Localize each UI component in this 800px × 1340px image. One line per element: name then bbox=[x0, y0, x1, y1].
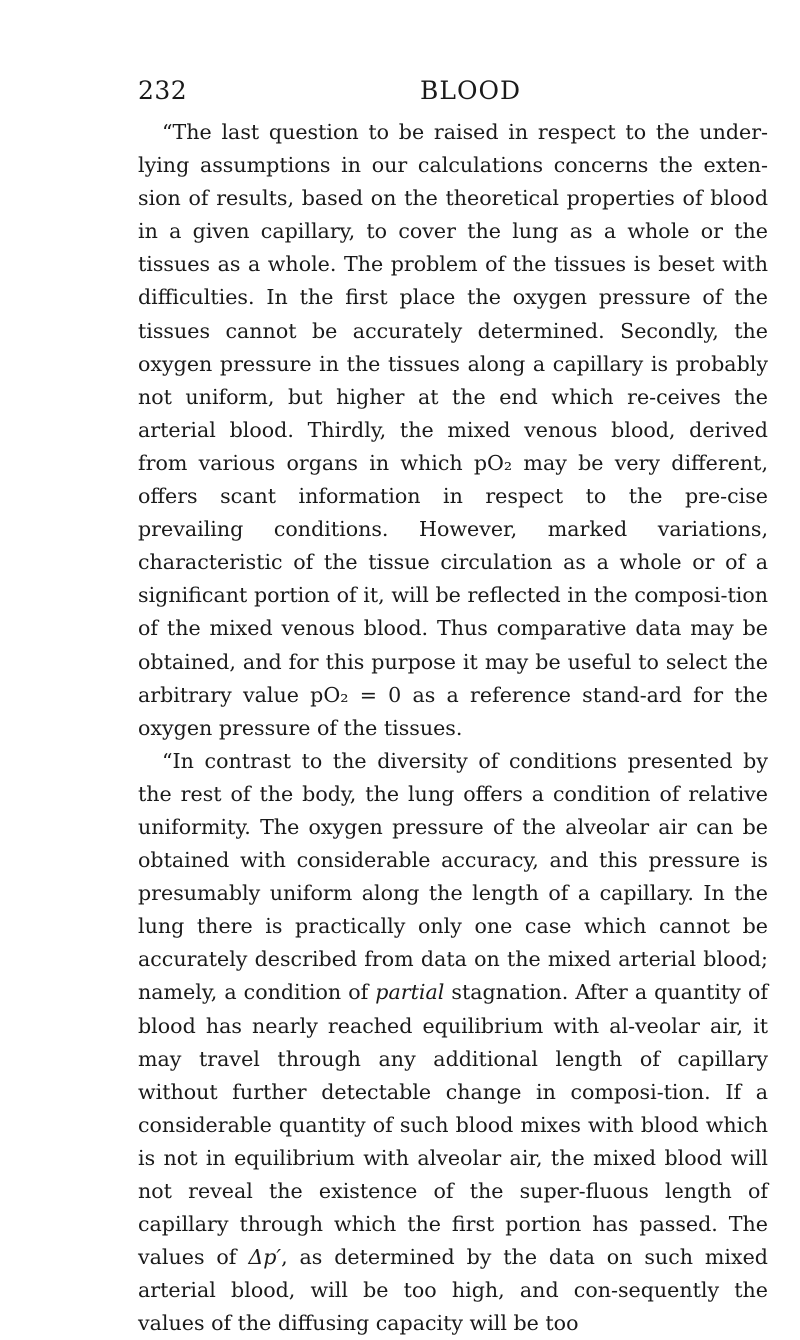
paragraph-2-text-part-1: “In contrast to the diversity of conditions presented by the rest of the body, the lung offers a condition of relative uniformity. The oxygen pressure of the alveolar air can be obtained with considerable accuracy, and this pressure is presumably uniform along the length of a capillary. In the lung there is practically only one case which cannot be accurately described from data on the mixed arterial blood; namely, a condition of bbox=[138, 748, 768, 1005]
paragraph-1-text: “The last question to be raised in respect to the under-lying assumptions in our calculations concerns the exten-sion of results, based on the theoretical properties of blood in a given capillary, to cover the lung as a whole or the tissues as a whole. The problem of the tissues is beset with difficulties. In the first place the oxygen pressure of the tissues cannot be accurately determined. Secondly, the oxygen pressure in the tissues along a capillary is probably not uniform, but higher at the end which re-ceives the arterial blood. Thirdly, the mixed venous blood, derived from various organs in which pO₂ may be very different, offers scant information in respect to the pre-cise prevailing conditions. However, marked variations, characteristic of the tissue circulation as a whole or of a significant portion of it, will be reflected in the composi-tion of the mixed venous blood. Thus comparative data may be obtained, and for this purpose it may be useful to select the arbitrary value pO₂ = 0 as a reference stand-ard for the oxygen pressure of the tissues. bbox=[138, 120, 768, 740]
body-text bbox=[138, 116, 768, 1340]
paragraph-2 bbox=[138, 745, 768, 1340]
running-head bbox=[138, 76, 768, 106]
page-number: 232 bbox=[138, 76, 188, 105]
paragraph-2-text-part-3: , as determined by the data on such mixed arterial blood, will be too high, and con-sequently the values of the diffusing capacity will be too bbox=[138, 1245, 768, 1336]
running-title: BLOOD bbox=[420, 76, 522, 105]
paragraph-2-text-part-2: stagnation. After a quantity of blood has nearly reached equilibrium with al-veolar air, it may travel through any additional length of capillary without further detectable change in composi-tion. If a considerable quantity of such blood mixes with blood which is not in equilibrium with alveolar air, the mixed blood will not reveal the existence of the super-fluous length of capillary through which the first portion has passed. The values of bbox=[138, 980, 768, 1270]
book-page bbox=[138, 76, 768, 1340]
italic-term-partial: partial bbox=[375, 980, 445, 1005]
italic-symbol-delta-p: Δp′ bbox=[248, 1245, 282, 1270]
paragraph-1 bbox=[138, 116, 768, 745]
